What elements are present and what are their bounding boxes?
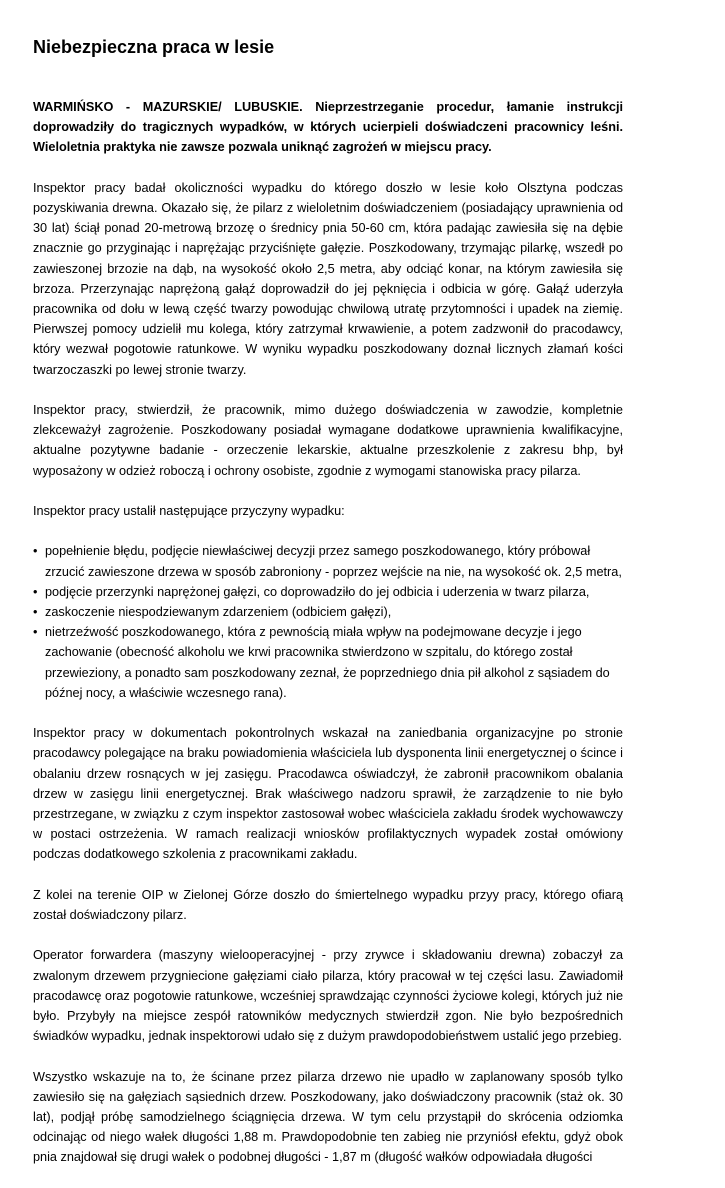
- list-item-text: zaskoczenie niespodziewanym zdarzeniem (odbiciem gałęzi),: [45, 605, 392, 620]
- paragraph-zielona-gora-intro: Z kolei na terenie OIP w Zielonej Górze doszło do śmiertelnego wypadku przyy pracy, którego ofiarą został doświadczony pilarz.: [33, 887, 623, 923]
- article-lead: WARMIŃSKO - MAZURSKIE/ LUBUSKIE. Nieprzestrzeganie procedur, łamanie instrukcji doprowadziły do tragicznych wypadków, w których ucierpieli doświadczeni pracownicy leśni. Wieloletnia praktyka nie zawsze pozwala uniknąć zagrożeń w miejscu pracy.: [33, 100, 623, 155]
- list-item-text: podjęcie przerzynki naprężonej gałęzi, co doprowadziło do jej odbicia i uderzenia w twarz pilarza,: [45, 584, 590, 599]
- list-item-text: nietrzeźwość poszkodowanego, która z pewnością miała wpływ na podejmowane decyzje i jego zachowanie (obecność alkoholu we krwi pracownika stwierdzono w szpitalu, do którego został przewieziony, a ponadto sam poszkodowany zeznał, że poprzedniego dnia pił alkohol z sąsiadem do późnej nocy, a właściwie wczesnego rana).: [45, 625, 610, 700]
- article-body: [33, 97, 623, 1188]
- causes-list: [33, 541, 623, 703]
- paragraph-forwarder-operator: Operator forwardera (maszyny wielooperacyjnej - przy zrywce i składowaniu drewna) zobaczył za zwalonym drzewem przygniecione gałęziami ciało pilarza, który pracował w tej części lasu. Zawiadomił pracodawcę oraz pogotowie ratunkowe, wcześniej sprawdzając czynności życiowe kolegi, których już nie było. Przybyły na miejsce zespół ratowników medycznych stwierdził zgon. Nie było bezpośrednich świadków wypadku, jednak inspektorowi udało się z dużym prawdopodobieństwem ustalić jego przebieg.: [33, 948, 623, 1044]
- list-item: [33, 541, 623, 581]
- list-item: [33, 622, 623, 703]
- bullet-icon: •: [33, 584, 38, 599]
- bullet-icon: •: [33, 544, 38, 559]
- paragraph-accident-olsztyn: Inspektor pracy badał okoliczności wypadku do którego doszło w lesie koło Olsztyna podczas pozyskiwania drewna. Okazało się, że pilarz z wieloletnim doświadczeniem (posiadający uprawnienia od 30 lat) ściął ponad 20-metrową brzozę o średnicy pnia 50-60 cm, która padając zawiesiła się na dębie znacznie go przyginając i naprężając przyciśnięte gałęzie. Poszkodowany, trzymając pilarkę, wszedł po zawieszonej brzozie na dąb, na wysokość około 2,5 metra, aby odciąć konar, na którym zawiesiła się brzoza. Przerzynając naprężoną gałąź doprowadził do jej pęknięcia i odbicia w górę. Gałąź uderzyła pracownika od dołu w lewą część twarzy powodując chwilową utratę przytomności i upadek na ziemię. Pierwszej pomocy udzielił mu kolega, który zatrzymał krwawienie, a potem zadzwonił do pracodawcy, który wezwał pogotowie ratunkowe. W wyniku wypadku poszkodowany doznał licznych złamań kości twarzoczaszki po lewej stronie twarzy.: [33, 180, 623, 377]
- page-title: Niebezpieczna praca w lesie: [33, 37, 275, 57]
- paragraph-causes-intro: Inspektor pracy ustalił następujące przyczyny wypadku:: [33, 504, 345, 519]
- bullet-icon: •: [33, 605, 38, 620]
- list-item-text: popełnienie błędu, podjęcie niewłaściwej decyzji przez samego poszkodowanego, który próbował zrzucić zawieszone drzewa w sposób zabroniony - poprzez wejście na nie, na wysokość ok. 2,5 metra,: [45, 544, 622, 579]
- bullet-icon: •: [33, 625, 38, 640]
- paragraph-inspector-findings: Inspektor pracy, stwierdził, że pracownik, mimo dużego doświadczenia w zawodzie, kompletnie zlekceważył zagrożenie. Poszkodowany posiadał wymagane dodatkowe uprawnienia kwalifikacyjne, aktualne pozytywne badanie - orzeczenie lekarskie, aktualne przeszkolenie z zakresu bhp, był wyposażony w odzież roboczą i ochrony osobiste, zgodnie z wymogami stanowiska pracy pilarza.: [33, 403, 623, 478]
- list-item: [33, 602, 623, 622]
- list-item: [33, 582, 623, 602]
- paragraph-accident-course: Wszystko wskazuje na to, że ścinane przez pilarza drzewo nie upadło w zaplanowany sposób tylko zawiesiło się na gałęziach sąsiednich drzew. Poszkodowany, jako doświadczony pracownik (staż ok. 30 lat), podjął próbę samodzielnego ściągnięcia drzewa. W tym celu przystąpił do skrócenia odziomka odcinając od niego wałek długości 1,88 m. Prawdopodobnie ten zabieg nie przyniósł efektu, gdyż obok pnia znajdował się drugi wałek o podobnej długości - 1,87 m (długość wałków odpowiadała długości: [33, 1069, 623, 1165]
- paragraph-organizational-neglect: Inspektor pracy w dokumentach pokontrolnych wskazał na zaniedbania organizacyjne po stronie pracodawcy polegające na braku powiadomienia właściciela lub dysponenta linii energetycznej o ścince i obalaniu drzew rosnących w jej zasięgu. Pracodawca oświadczył, że zabronił pracownikom obalania drzew w zasięgu linii energetycznej. Brak właściwego nadzoru sprawił, że zarządzenie to nie było przestrzegane, w związku z czym inspektor zastosował wobec właściciela zakładu środek wychowawczy w postaci ostrzeżenia. W ramach realizacji wniosków profilaktycznych wypadek został omówiony podczas dodatkowego szkolenia z pracownikami zakładu.: [33, 726, 623, 862]
